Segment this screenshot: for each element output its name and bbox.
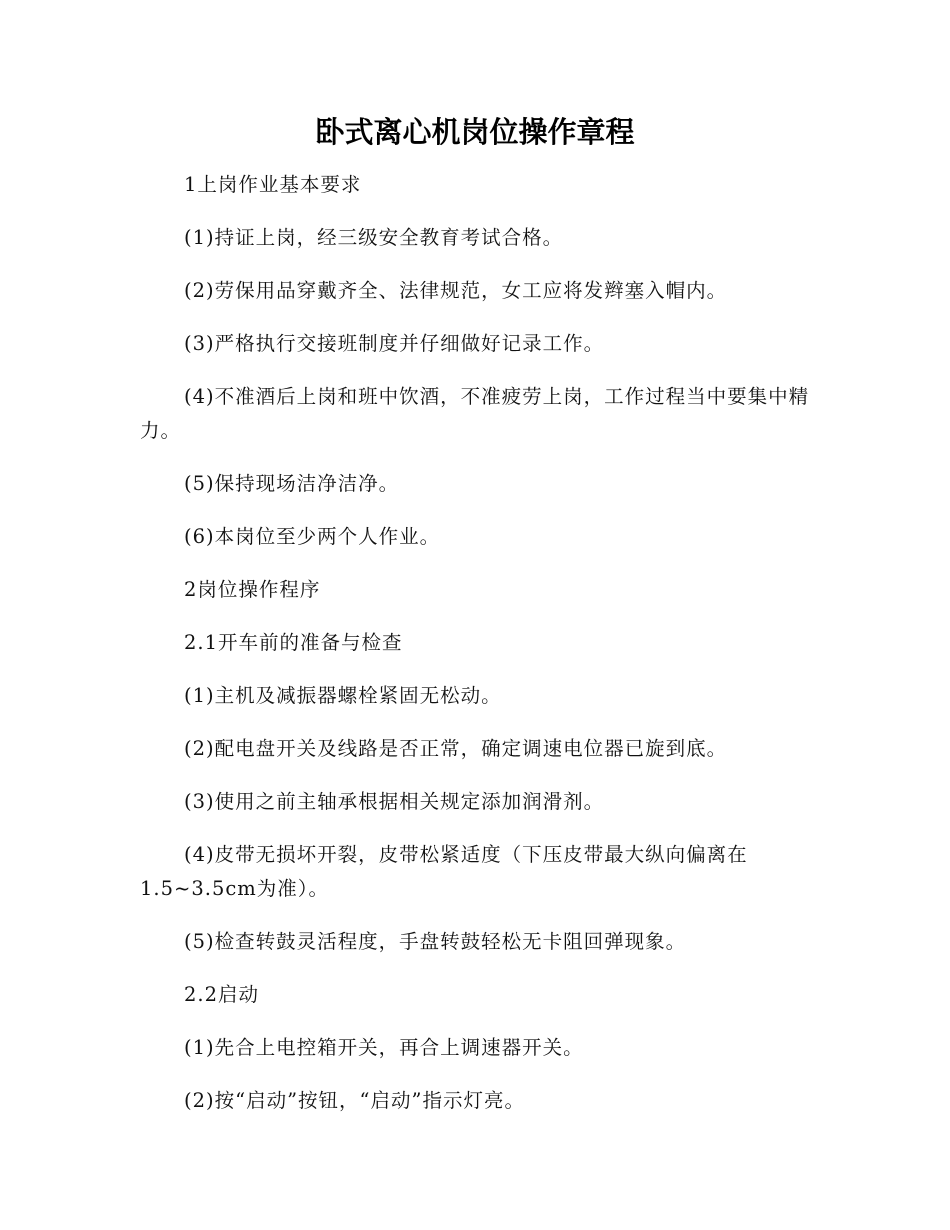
paragraph: (3)严格执行交接班制度并仔细做好记录工作。	[184, 332, 605, 355]
paragraph: (1)主机及减振器螺栓紧固无松动。	[184, 684, 502, 707]
paragraph: (4)皮带无损坏开裂，皮带松紧适度（下压皮带最大纵向偏离在1.5~3.5cm为准）。	[140, 843, 748, 900]
paragraph: (1)持证上岗，经三级安全教育考试合格。	[184, 226, 564, 249]
paragraph: (3)使用之前主轴承根据相关规定添加润滑剂。	[184, 790, 605, 813]
subsection-heading: 2.2启动	[184, 983, 260, 1006]
section-heading: 1上岗作业基本要求	[184, 173, 362, 196]
subsection-heading: 2.1开车前的准备与检查	[184, 631, 403, 654]
paragraph: (5)检查转鼓灵活程度，手盘转鼓轻松无卡阻回弹现象。	[184, 930, 687, 953]
paragraph: (5)保持现场洁净洁净。	[184, 472, 400, 495]
document-title: 卧式离心机岗位操作章程	[315, 115, 635, 149]
paragraph: (2)配电盘开关及线路是否正常，确定调速电位器已旋到底。	[184, 737, 728, 760]
paragraph: (2)劳保用品穿戴齐全、法律规范，女工应将发辫塞入帽内。	[184, 279, 728, 302]
document-body	[140, 168, 810, 1137]
paragraph: (6)本岗位至少两个人作业。	[184, 525, 441, 548]
paragraph: (1)先合上电控箱开关，再合上调速器开关。	[184, 1036, 584, 1059]
section-heading: 2岗位操作程序	[184, 578, 321, 601]
paragraph: (4)不准酒后上岗和班中饮酒，不准疲劳上岗，工作过程当中要集中精力。	[140, 385, 810, 442]
paragraph: (2)按“启动”按钮，“启动”指示灯亮。	[184, 1089, 525, 1112]
